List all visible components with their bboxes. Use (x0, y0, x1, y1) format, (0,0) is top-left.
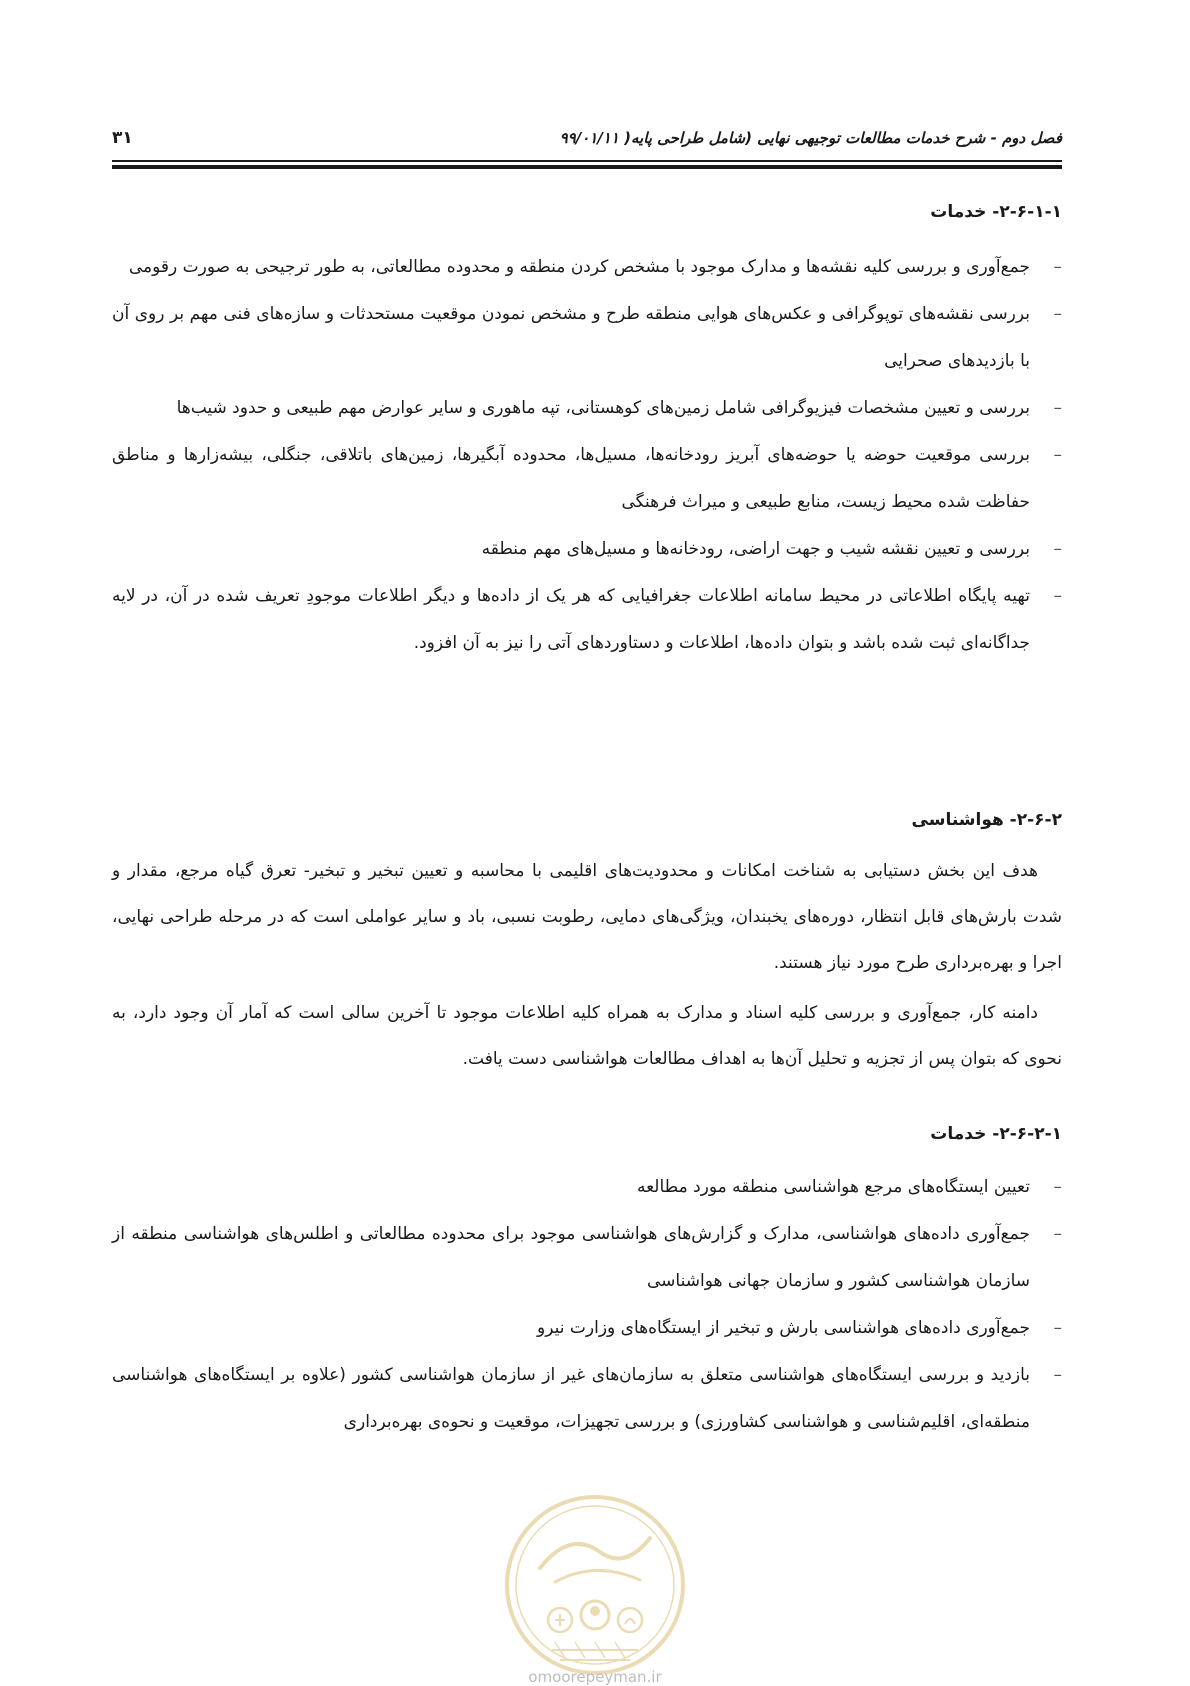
list-item (112, 1352, 1062, 1446)
header-rule-thick (112, 165, 1062, 169)
list-item-text: تعیین ایستگاه‌های مرجع هواشناسی منطقه مورد مطالعه (636, 1177, 1030, 1197)
list-item (112, 385, 1062, 432)
bullet-dash-icon: – (1053, 1365, 1062, 1385)
section-heading-meteorology: ۲-۶-۲- هواشناسی (911, 810, 1062, 830)
list-item (112, 573, 1062, 667)
list-item (112, 526, 1062, 573)
list-item (112, 432, 1062, 526)
bullet-dash-icon: – (1053, 539, 1062, 559)
watermark-logo-icon (500, 1490, 690, 1680)
header-rule-thin (112, 160, 1062, 162)
list-item (112, 1305, 1062, 1352)
list-item (112, 244, 1062, 291)
chapter-title: فصل دوم - شرح خدمات مطالعات توجیهی نهایی (شامل طراحی پایه( ۹۹/۰۱/۱۱ (559, 129, 1062, 147)
list-item-text: جمع‌آوری و بررسی کلیه نقشه‌ها و مدارک موجود با مشخص کردن منطقه و محدوده مطالعاتی، به طور ترجیحی به صورت رقومی (128, 257, 1030, 277)
bullet-dash-icon: – (1053, 586, 1062, 606)
bullet-dash-icon: – (1053, 257, 1062, 277)
page-number: ۳۱ (112, 128, 133, 148)
paragraph-meteorology-scope: دامنه کار، جمع‌آوری و بررسی کلیه اسناد و مدارک به همراه کلیه اطلاعات موجود تا آخرین سالی است که آمار آن وجود دارد، به نحوی که بتوان پس از تجزیه و تحلیل آن‌ها به اهداف مطالعات هواشناسی دست یافت. (112, 1003, 1062, 1069)
list-item-text: بازدید و بررسی ایستگاه‌های هواشناسی متعلق به سازمان‌های غیر از سازمان هواشناسی کشور (علاوه بر ایستگاه‌های هواشناسی منطقه‌ای، اقلیم‌شناسی و هواشناسی کشاورزی) و بررسی تجهیزات، موقعیت و نحوه‌ی بهره‌برداری (112, 1365, 1030, 1432)
list-item-text: بررسی نقشه‌های توپوگرافی و عکس‌های هوایی منطقه طرح و مشخص نمودن موقعیت مستحدثات و سازه‌های فنی مهم بر روی آن با بازدیدهای صحرایی (112, 304, 1030, 371)
paragraph-meteorology-goal: هدف این بخش دستیابی به شناخت امکانات و محدودیت‌های اقلیمی با محاسبه و تعیین تبخیر و تبخیر- تعرق گیاه مرجع، مقدار و شدت بارش‌های قابل انتظار، دوره‌های یخبندان، ویژگی‌های دمایی، رطوبت نسبی، باد و سایر عواملی است که در مرحله طراحی نهایی، اجرا و بهره‌برداری طرح مورد نیاز هستند. (112, 861, 1062, 973)
bullet-dash-icon: – (1053, 1318, 1062, 1338)
services-list-2 (112, 1164, 1062, 1446)
section-heading-services-1: ۲-۶-۱-۱- خدمات (930, 202, 1062, 222)
list-item-text: جمع‌آوری داده‌های هواشناسی بارش و تبخیر از ایستگاه‌های وزارت نیرو (537, 1318, 1030, 1338)
bullet-dash-icon: – (1053, 304, 1062, 324)
page-header (112, 124, 1062, 152)
bullet-dash-icon: – (1053, 1224, 1062, 1244)
services-list-1 (112, 244, 1062, 667)
list-item-text: بررسی موقعیت حوضه یا حوضه‌های آبریز رودخانه‌ها، مسیل‌ها، محدوده آبگیرها، زمین‌های باتلاقی، جنگلی، بیشه‌زارها و مناطق حفاظت شده محیط زیست، منابع طبیعی و میراث فرهنگی (112, 445, 1030, 512)
section-heading-services-2: ۲-۶-۲-۱- خدمات (930, 1124, 1062, 1144)
list-item-text: بررسی و تعیین مشخصات فیزیوگرافی شامل زمین‌های کوهستانی، تپه ماهوری و سایر عوارض مهم طبیعی و حدود شیب‌ها (176, 398, 1030, 418)
bullet-dash-icon: – (1053, 398, 1062, 418)
list-item-text: بررسی و تعیین نقشه شیب و جهت اراضی، رودخانه‌ها و مسیل‌های مهم منطقه (481, 539, 1030, 559)
watermark-site: omoorepeyman.ir (528, 1668, 662, 1686)
list-item-text: تهیه پایگاه اطلاعاتی در محیط سامانه اطلاعات جغرافیایی که هر یک از داده‌ها و دیگر اطلاعات موجودِ تعریف شده در آن، در لایه جداگانه‌ای ثبت شده باشد و بتوان داده‌ها، اطلاعات و دستاوردهای آتی را نیز به آن افزود. (112, 586, 1030, 653)
list-item (112, 1164, 1062, 1211)
bullet-dash-icon: – (1053, 445, 1062, 465)
list-item-text: جمع‌آوری داده‌های هواشناسی، مدارک و گزارش‌های هواشناسی موجود برای محدوده مطالعاتی و اطلس‌های هواشناسی منطقه از سازمان هواشناسی کشور و سازمان جهانی هواشناسی (112, 1224, 1030, 1291)
list-item (112, 1211, 1062, 1305)
bullet-dash-icon: – (1053, 1177, 1062, 1197)
list-item (112, 291, 1062, 385)
